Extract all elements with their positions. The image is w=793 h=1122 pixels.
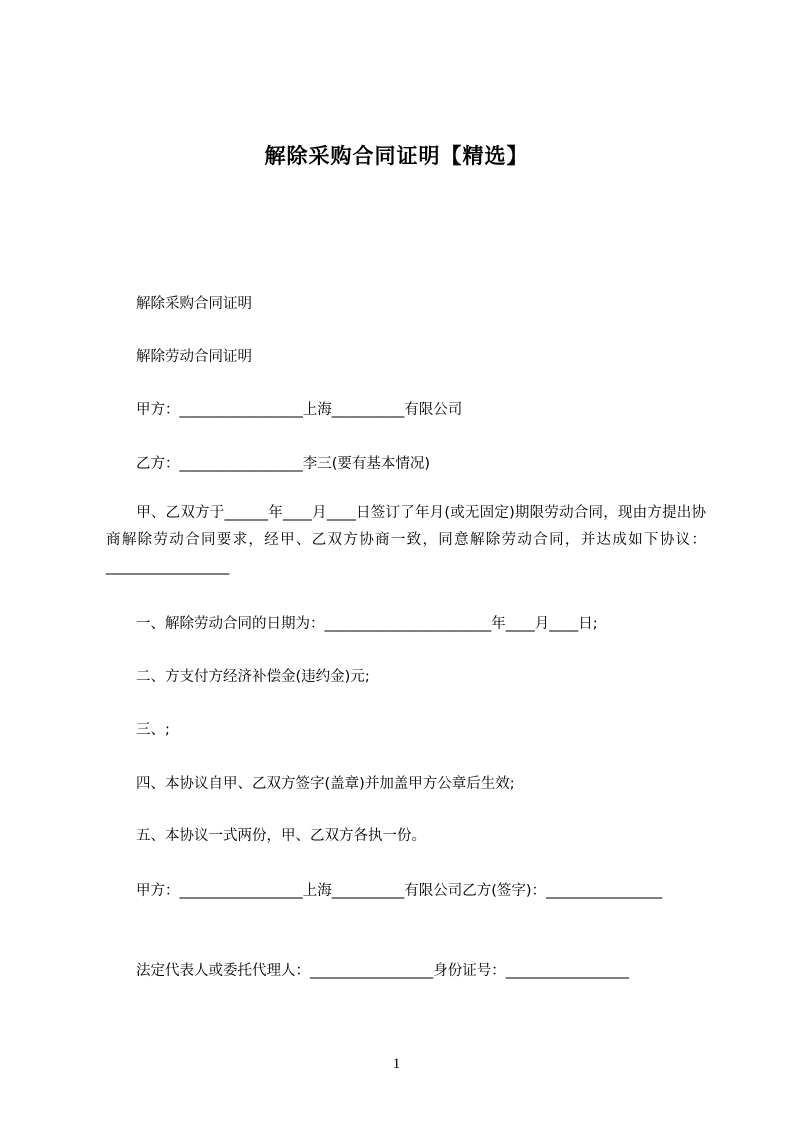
signature-line-1: 甲方：_________________上海__________有限公司乙方(签字)：________________ — [136, 883, 663, 899]
representative-line: 法定代表人或委托代理人：_________________身份证号：_________________ — [136, 963, 629, 979]
agreement-paragraph — [106, 500, 706, 581]
party-a-line: 甲方：_________________上海__________有限公司 — [136, 402, 463, 418]
doc-line-title-1: 解除采购合同证明 — [136, 296, 252, 312]
clause-5: 五、本协议一式两份，甲、乙双方各执一份。 — [136, 828, 426, 844]
clause-3: 三、; — [136, 722, 170, 738]
signature-block — [106, 876, 706, 906]
clause-1: 一、解除劳动合同的日期为：_______________________年____月____日; — [136, 616, 598, 632]
clause-2: 二、方支付方经济补偿金(违约金)元; — [136, 669, 370, 685]
clause-4: 四、本协议自甲、乙双方签字(盖章)并加盖甲方公章后生效; — [136, 776, 515, 792]
party-b-line: 乙方：_________________李三(要有基本情况) — [136, 456, 431, 472]
doc-line-title-2: 解除劳动合同证明 — [136, 349, 252, 365]
page-title: 解除采购合同证明【精选】 — [264, 144, 529, 168]
agreement-paragraph-text: 甲、乙双方于______年____月____日签订了年月(或无固定)期限劳动合同，现由方提出协商解除劳动合同要求，经甲、乙双方协商一致，同意解除劳动合同，并达成如下协议：_________________ — [106, 505, 706, 575]
page-number: 1 — [392, 1056, 401, 1072]
